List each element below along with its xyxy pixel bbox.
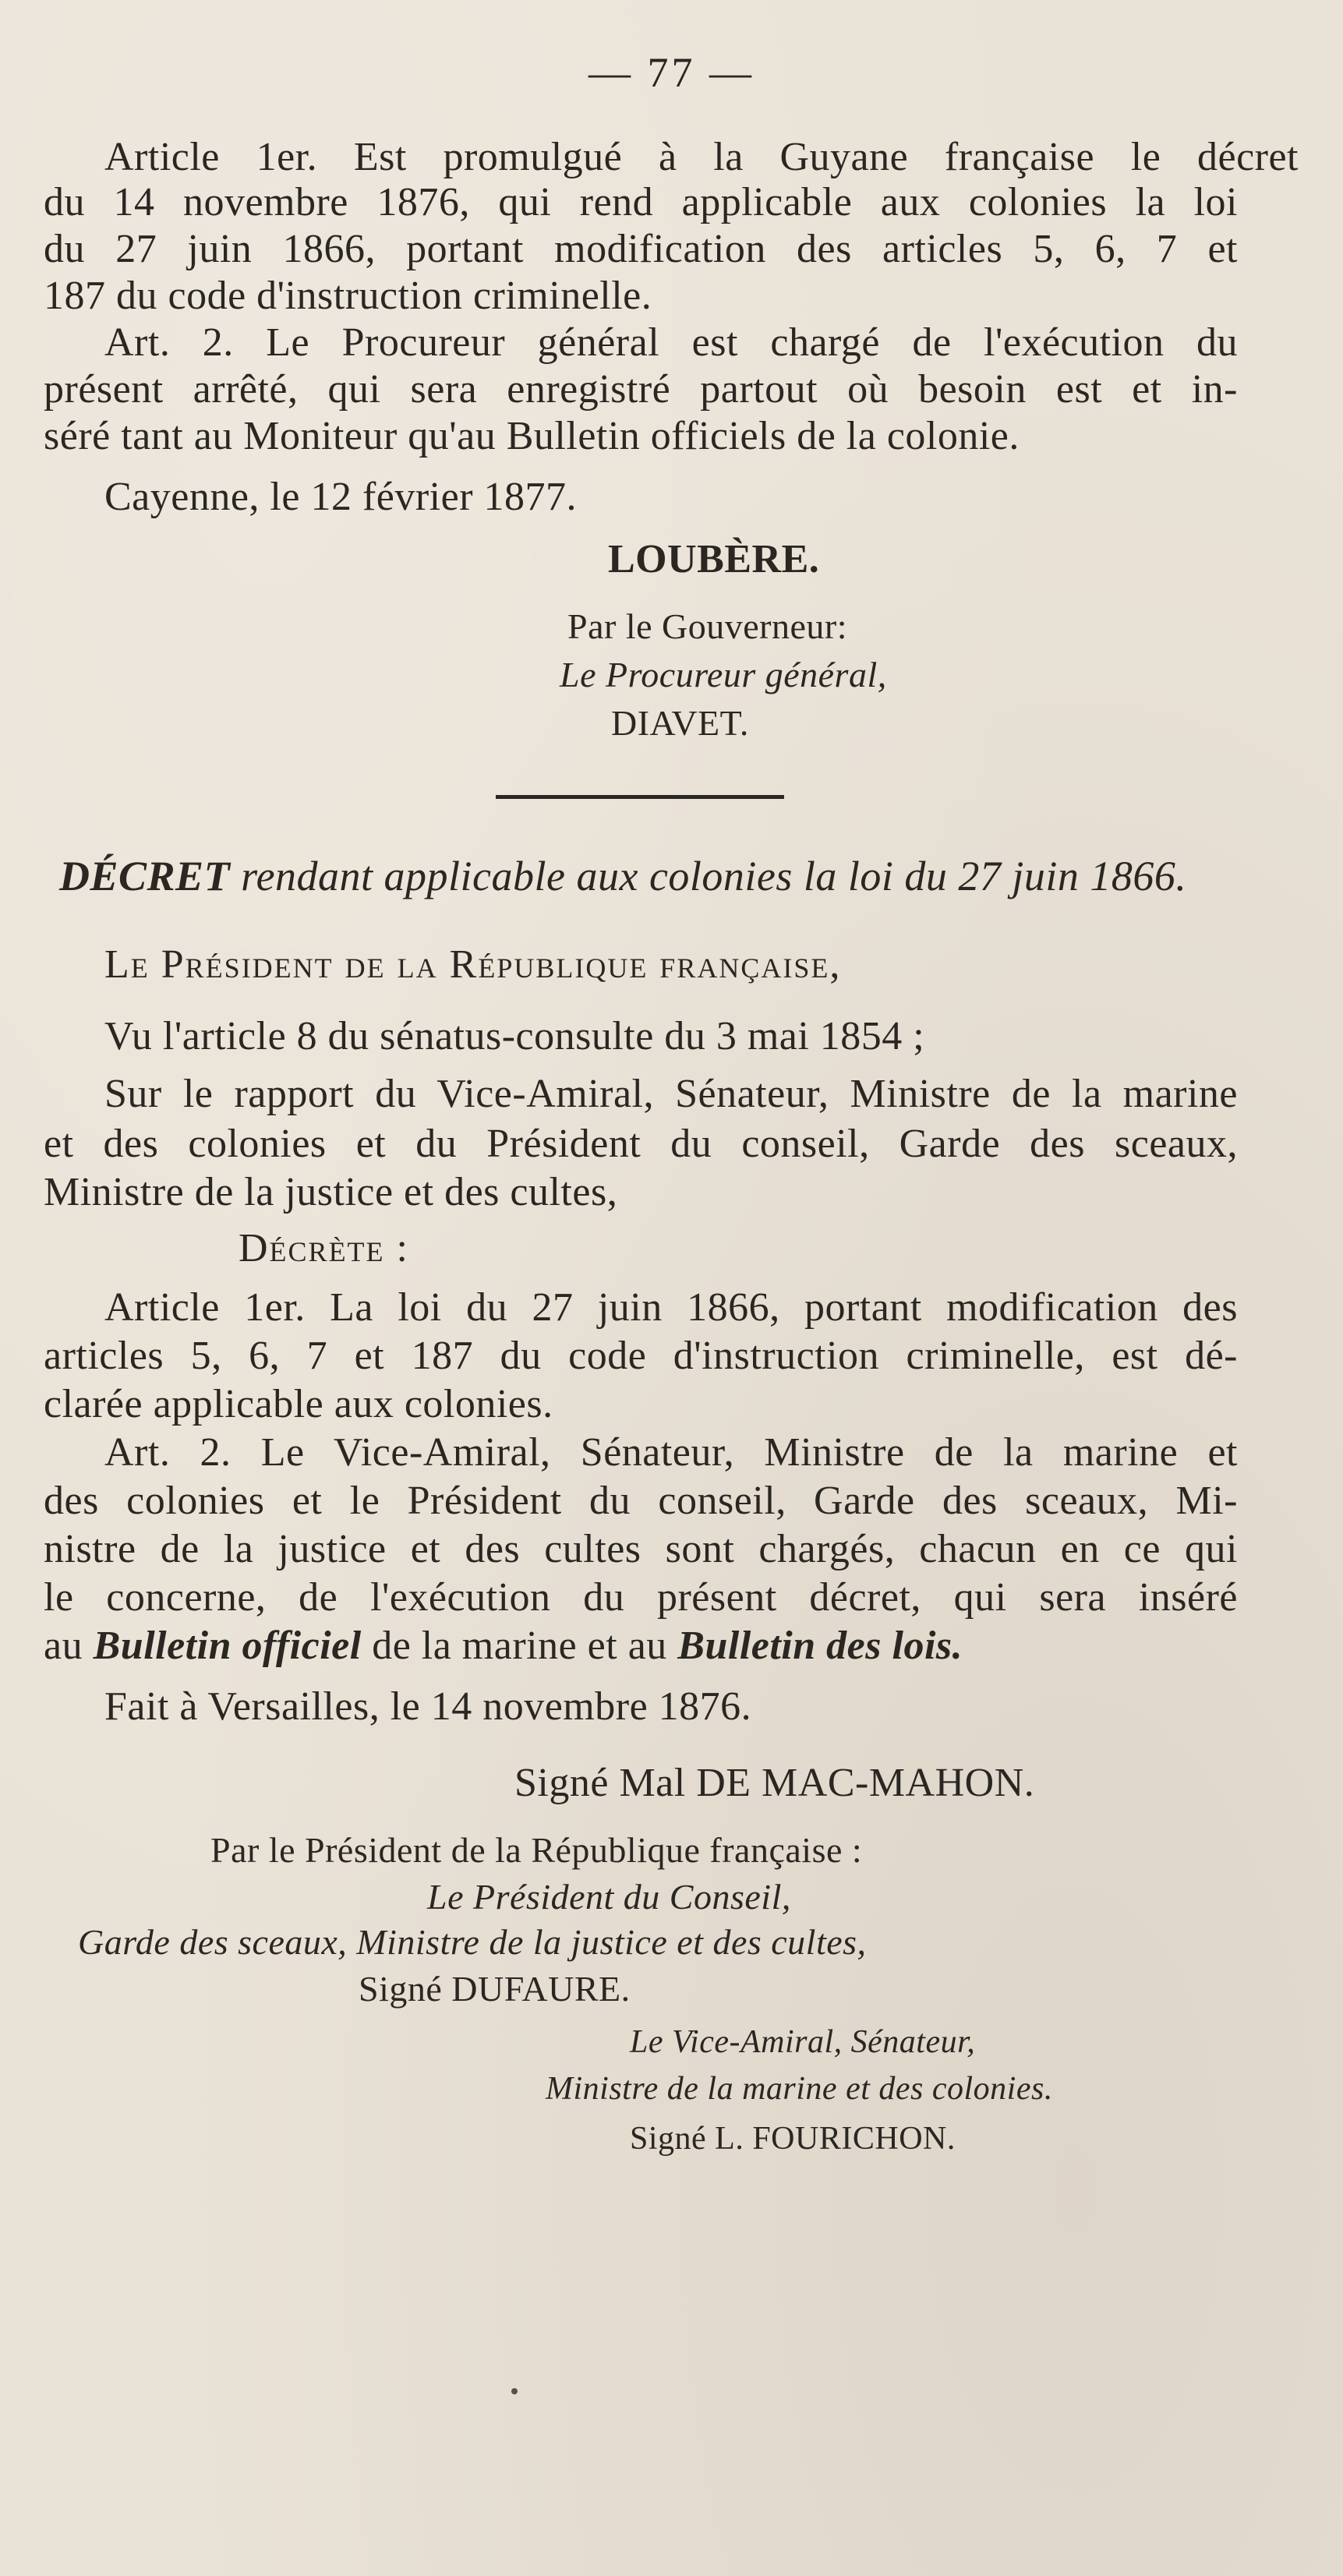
decret-article-line-7: le concerne, de l'exécution du présent décret, qui sera inséré [44,1575,1238,1620]
decret-article-line-6: nistre de la justice et des cultes sont chargés, chacun en ce qui [44,1527,1238,1571]
decret-signe-dufaure: Signé DUFAURE. [359,1969,631,2009]
decret-decrete: Décrète : [239,1226,409,1270]
decret-title-word: DÉCRET [59,853,231,899]
decret-article-line-5: des colonies et le Président du conseil, Garde des sceaux, Mi- [44,1479,1238,1523]
arrete-date-line: Cayenne, le 12 février 1877. [104,475,578,519]
decret-last-prefix: au [44,1624,83,1668]
decret-vice-amiral: Le Vice-Amiral, Sénateur, [630,2024,976,2060]
decret-signe-fourichon: Signé L. FOURICHON. [630,2121,956,2157]
section-divider [496,795,784,799]
arrete-par-le-gouverneur: Par le Gouverneur: [567,606,847,646]
decret-title-rest: rendant applicable aux colonies la loi du 27 juin 1866. [241,853,1187,899]
decret-article-line-4: Art. 2. Le Vice-Amiral, Sénateur, Ministre de la marine et [104,1430,1238,1475]
decret-line-4: Ministre de la justice et des cultes, [44,1170,618,1214]
arrete-line-5: Art. 2. Le Procureur général est chargé de l'exécution du [104,320,1238,365]
decret-par-president: Par le Président de la République française : [210,1830,863,1870]
arrete-line-7: séré tant au Moniteur qu'au Bulletin officiels de la colonie. [44,414,1020,458]
arrete-procureur-name: DIAVET. [611,703,749,743]
arrete-line-2: du 14 novembre 1876, qui rend applicable aux colonies la loi [44,180,1238,224]
decret-bulletin-lois: Bulletin des lois. [677,1624,963,1668]
decret-article-line-2: articles 5, 6, 7 et 187 du code d'instruction criminelle, est dé- [44,1334,1238,1378]
decret-last-mid: de la marine et au [372,1624,667,1668]
decret-president-conseil: Le Président du Conseil, [427,1877,791,1917]
decret-president-line: Le Président de la République française, [104,942,842,987]
decret-line-2: Sur le rapport du Vice-Amiral, Sénateur, Ministre de la marine [104,1072,1238,1116]
page-number: — 77 — [588,49,755,96]
arrete-line-4: 187 du code d'instruction criminelle. [44,274,652,318]
decret-article-line-1: Article 1er. La loi du 27 juin 1866, portant modification des [104,1285,1238,1330]
decret-article-line-3: clarée applicable aux colonies. [44,1382,553,1426]
arrete-line-1: Article 1er. Est promulgué à la Guyane française le décret [104,135,1299,179]
decret-garde-sceaux: Garde des sceaux, Ministre de la justice et des cultes, [78,1922,867,1962]
decret-signe-macmahon: Signé Mal DE MAC-MAHON. [514,1761,1035,1805]
decret-line-1: Vu l'article 8 du sénatus-consulte du 3 mai 1854 ; [104,1014,925,1058]
decret-line-3: et des colonies et du Président du conseil, Garde des sceaux, [44,1122,1238,1166]
arrete-line-6: présent arrêté, qui sera enregistré partout où besoin est et in- [44,367,1238,412]
decret-article-line-8 [44,1623,963,1670]
ink-spot [511,2388,518,2394]
decret-fait-line: Fait à Versailles, le 14 novembre 1876. [104,1684,752,1729]
decret-bulletin-officiel: Bulletin officiel [93,1624,362,1668]
arrete-signature: LOUBÈRE. [608,537,820,581]
arrete-line-3: du 27 juin 1866, portant modification des articles 5, 6, 7 et [44,227,1238,271]
arrete-procureur-title: Le Procureur général, [560,655,887,694]
decret-ministre-marine: Ministre de la marine et des colonies. [546,2071,1053,2107]
decret-title [59,853,1186,899]
